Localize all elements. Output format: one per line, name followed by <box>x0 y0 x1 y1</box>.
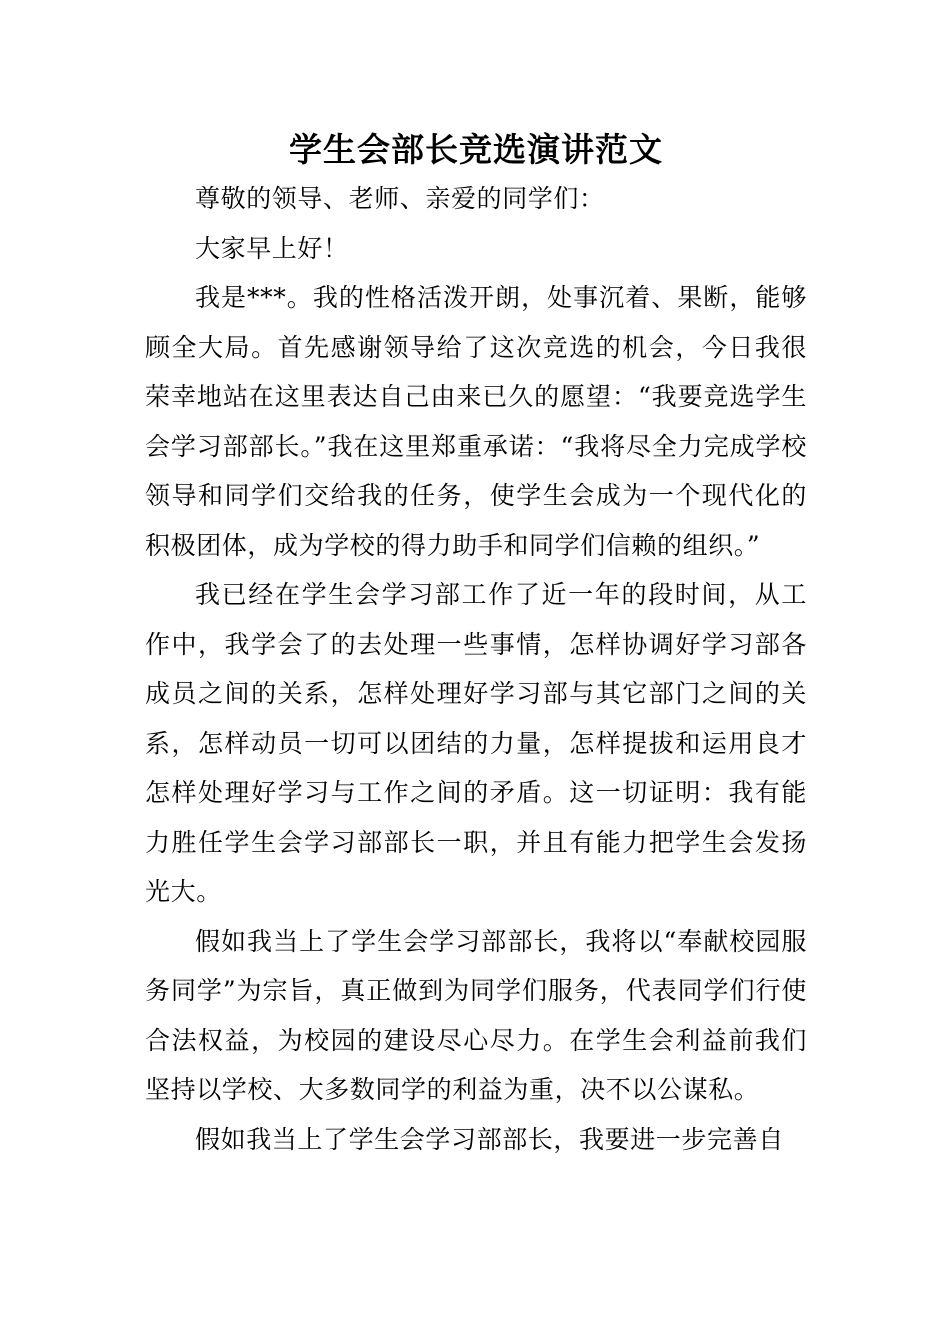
experience-paragraph: 我已经在学生会学习部工作了近一年的段时间，从工作中，我学会了的去处理一些事情，怎样协调好学习部各成员之间的关系，怎样处理好学习部与其它部门之间的关系，怎样动员一切可以团结的力量，怎样提拔和运用良才怎样处理好学习与工作之间的矛盾。这一切证明：我有能力胜任学生会学习部部长一职，并且有能力把学生会发扬光大。 <box>145 580 807 906</box>
salutation-paragraph: 尊敬的领导、老师、亲爱的同学们： <box>195 184 605 213</box>
document-title: 学生会部长竞选演讲范文 <box>289 130 663 169</box>
plan-paragraph: 假如我当上了学生会学习部部长，我要进一步完善自 <box>195 1124 784 1154</box>
document-body <box>145 128 807 1164</box>
introduction-paragraph: 我是***。我的性格活泼开朗，处事沉着、果断，能够顾全大局。首先感谢领导给了这次竞选的机会，今日我很荣幸地站在这里表达自己由来已久的愿望：“我要竞选学生会学习部部长。”我在这里郑重承诺：“我将尽全力完成学校领导和同学们交给我的任务，使学生会成为一个现代化的积极团体，成为学校的得力助手和同学们信赖的组织。” <box>145 283 807 560</box>
commitment-paragraph: 假如我当上了学生会学习部部长，我将以“奉献校园服务同学”为宗旨，真正做到为同学们服务，代表同学们行使合法权益，为校园的建设尽心尽力。在学生会利益前我们坚持以学校、大多数同学的利益为重，决不以公谋私。 <box>145 926 807 1104</box>
greeting-paragraph: 大家早上好！ <box>195 233 349 263</box>
